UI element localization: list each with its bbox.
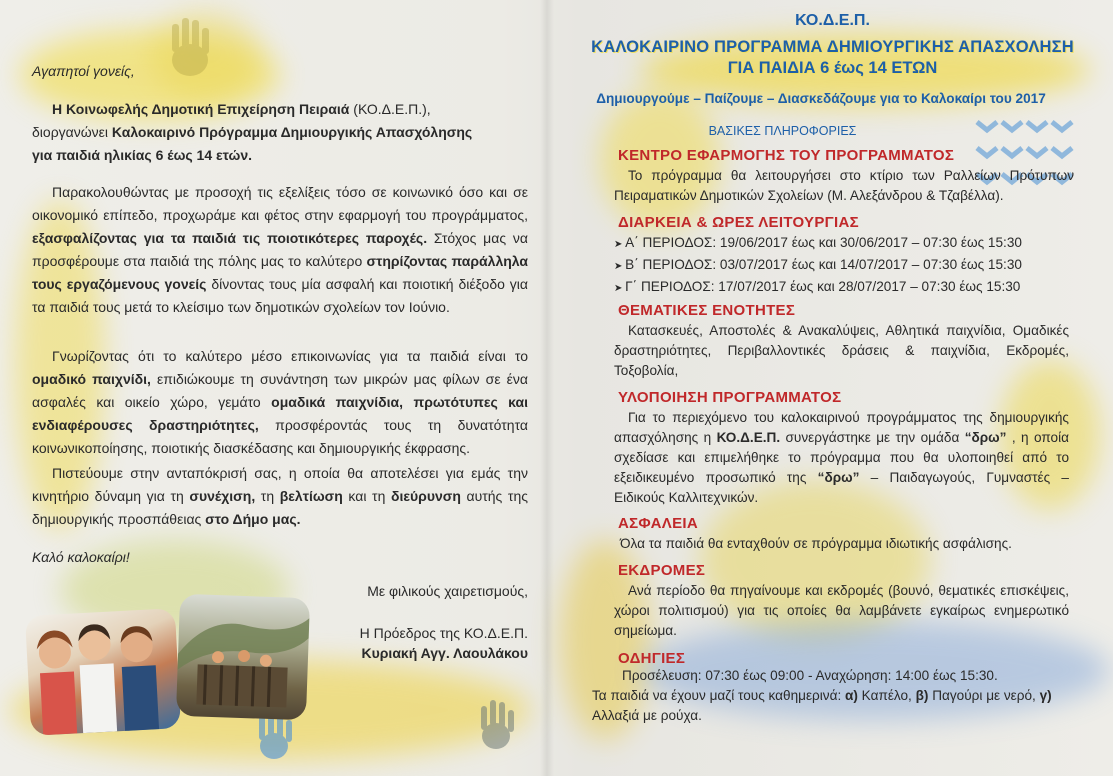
paragraph-2: Παρακολουθώντας με προσοχή τις εξελίξεις τόσο σε κοινωνικό όσο και σε οικονομικό επίπεδο, προχωράμε και φέτος στην εφαρμογή του προγράμματος, εξασφαλίζοντας για τα παιδιά τις ποιοτικότερες παροχές. Στόχος μας να προσφέρουμε στα παιδιά της πόλης μας το καλύτερο στηρίζοντας παράλληλα τους εργαζόμενους γονείς δίνοντας τους μία ασφαλή και ποιοτική διέξοδο για τα παιδιά τους μετά το κλείσιμο των δημοτικών σχολείων τον Ιούνιο. <box>32 184 529 315</box>
duration-heading: ΔΙΑΡΚΕΙΑ & ΩΡΕΣ ΛΕΙΤΟΥΡΓΙΑΣ <box>618 214 859 231</box>
excursions-text: Ανά περίοδο θα πηγαίνουμε και εκδρομές (βουνό, θεματικές επισκέψεις, χώροι πολιτισμού) για τις οποίες θα λαμβάνετε εγκαίρως ενημερωτικό σημείωμα. <box>614 583 1069 638</box>
program-title: ΚΑΛΟΚΑΙΡΙΝΟ ΠΡΟΓΡΑΜΜΑ ΔΗΜΙΟΥΡΓΙΚΗΣ ΑΠΑΣΧΟΛΗΣΗ <box>591 38 1074 56</box>
period-item: ➤ Γ΄ ΠΕΡΙΟΔΟΣ: 17/07/2017 έως και 28/07/2017 – 07:30 έως 15:30 <box>614 279 1021 294</box>
arrow-bullet-icon: ➤ <box>614 239 626 250</box>
org-abbreviation: ΚΟ.Δ.Ε.Π. <box>795 12 870 29</box>
intro-paragraph: Η Κοινωφελής Δημοτική Επιχείρηση Πειραιά (ΚΟ.Δ.Ε.Π.), διοργανώνει Καλοκαιρινό Πρόγραμμα Δημιουργικής Απασχόλησης για παιδιά ηλικίας 6 έως 14 ετών. <box>32 101 473 163</box>
location-text: Το πρόγραμμα θα λειτουργήσει στο κτίριο των Ραλλείων Πρότυπων Πειραματικών Δημοτικών Σχολείων (Μ. Αλεξάνδρου & Τζαβέλλα). <box>614 168 1074 203</box>
greeting: Αγαπητοί γονείς, <box>32 63 135 79</box>
signer-title: Η Πρόεδρος της ΚΟ.Δ.Ε.Π. <box>359 625 528 641</box>
period-item: ➤ Β΄ ΠΕΡΙΟΔΟΣ: 03/07/2017 έως και 14/07/2017 – 07:30 έως 15:30 <box>614 257 1022 272</box>
summer-wish: Καλό καλοκαίρι! <box>32 549 130 565</box>
playground-photo <box>176 594 310 720</box>
instructions-items: Τα παιδιά να έχουν μαζί τους καθημερινά: α) Καπέλο, β) Παγούρι με νερό, γ) Αλλαξιά με ρούχα. <box>592 688 1052 723</box>
info-panel <box>552 0 1113 776</box>
children-photo <box>25 608 181 736</box>
instructions-heading: ΟΔΗΓΙΕΣ <box>618 650 686 667</box>
basic-info-heading: ΒΑΣΙΚΕΣ ΠΛΗΡΟΦΟΡΙΕΣ <box>708 124 857 138</box>
children-photo-icon <box>25 608 181 736</box>
themes-heading: ΘΕΜΑΤΙΚΕΣ ΕΝΟΤΗΤΕΣ <box>618 302 796 319</box>
regards: Με φιλικούς χαιρετισμούς, <box>367 583 528 599</box>
arrow-bullet-icon: ➤ <box>614 283 626 294</box>
instructions-times: Προσέλευση: 07:30 έως 09:00 - Αναχώρηση: 14:00 έως 15:30. <box>622 668 998 683</box>
arrow-bullet-icon: ➤ <box>614 261 626 272</box>
excursions-heading: ΕΚΔΡΟΜΕΣ <box>618 562 706 579</box>
letter-panel <box>0 0 540 776</box>
themes-text: Κατασκευές, Αποστολές & Ανακαλύψεις, Αθλητικά παιχνίδια, Ομαδικές δραστηριότητες, Περιβαλλοντικές δράσεις & παιχνίδια, Εκδρομές, Τοξοβολία, <box>614 323 1069 378</box>
location-heading: ΚΕΝΤΡΟ ΕΦΑΡΜΟΓΗΣ ΤΟΥ ΠΡΟΓΡΑΜΜΑΤΟΣ <box>618 147 955 164</box>
signer-name: Κυριακή Αγγ. Λαουλάκου <box>361 645 528 661</box>
org-name: Η Κοινωφελής Δημοτική Επιχείρηση Πειραιά <box>52 101 350 117</box>
paragraph-3: Γνωρίζοντας ότι το καλύτερο μέσο επικοινωνίας για τα παιδιά είναι το ομαδικό παιχνίδι, επιδιώκουμε τη συνάντηση των μικρών μας φίλων σε ένα ασφαλές και οικείο χώρο, γεμάτο ομαδικά παιχνίδια, πρωτότυπες και ενδιαφέρουσες δραστηριότητες, προσφέροντάς τους τη δυνατότητα κοινωνικοποίησης, ποιοτικής διασκέδασης και δημιουργικής έκφρασης. <box>32 348 528 456</box>
program-subtitle: ΓΙΑ ΠΑΙΔΙΑ 6 έως 14 ΕΤΩΝ <box>727 59 938 77</box>
insurance-text: Όλα τα παιδιά θα ενταχθούν σε πρόγραμμα ιδιωτικής ασφάλισης. <box>620 536 1012 551</box>
slogan: Δημιουργούμε – Παίζουμε – Διασκεδάζουμε για το Καλοκαίρι του 2017 <box>596 91 1046 106</box>
paragraph-4: Πιστεύουμε στην ανταπόκρισή σας, η οποία θα αποτελέσει για εμάς την κινητήριο δύναμη για τη συνέχιση, τη βελτίωση και τη διεύρυνση αυτής της δημιουργικής προσπάθειας στο Δήμο μας. <box>32 465 528 527</box>
implementation-heading: ΥΛΟΠΟΙΗΣΗ ΠΡΟΓΡΑΜΜΑΤΟΣ <box>618 389 842 406</box>
periods-list <box>614 233 1084 299</box>
period-item: ➤ Α΄ ΠΕΡΙΟΔΟΣ: 19/06/2017 έως και 30/06/2017 – 07:30 έως 15:30 <box>614 235 1022 250</box>
playground-photo-icon <box>176 594 310 720</box>
insurance-heading: ΑΣΦΑΛΕΙΑ <box>618 515 698 532</box>
implementation-text: Για το περιεχόμενο του καλοκαιρινού προγράμματος της δημιουργικής απασχόλησης η ΚΟ.Δ.Ε.Π. συνεργάστηκε με την ομάδα “δρω” , η οποία σχεδίασε και επιμελήθηκε το πρόγραμμα που θα υλοποιηθεί από το εξειδικευμένο προσωπικό της “δρω” – Παιδαγωγούς, Γυμναστές – Ειδικούς Καλλιτεχνικών. <box>614 410 1069 505</box>
